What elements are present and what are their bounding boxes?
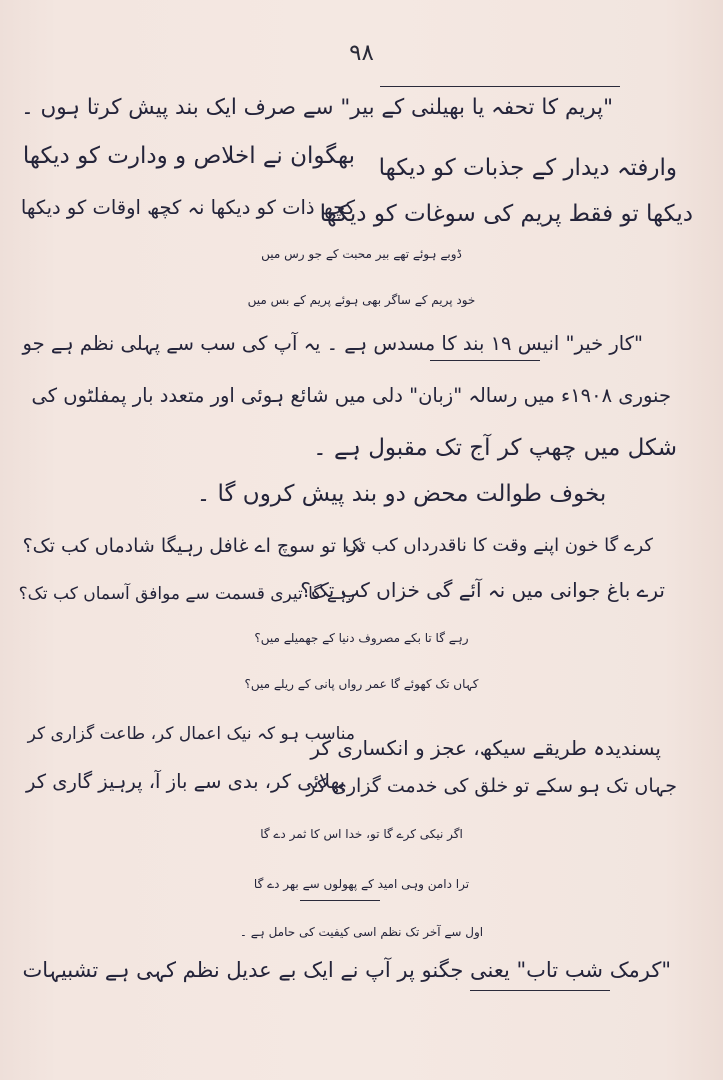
verse-1-right: بھگوان نے اخلاص و ودارت کو دیکھا: [22, 143, 355, 169]
para-4: "کرمک شب تاب" یعنی جگنو پر آپ نے ایک بے عدیل نظم کہی ہے تشبیہات: [22, 958, 671, 982]
stanza-1-line-1-left: کرے گا خون اپنے وقت کا ناقدرداں کب تک: [344, 535, 653, 556]
verse-2-left: دیکھا تو فقط پریم کی سوغات کو دیکھا: [319, 201, 693, 227]
para-3: اول سے آخر تک نظم اسی کیفیت کی حامل ہے ۔: [239, 925, 484, 939]
title-underline: [430, 360, 540, 361]
para-1-line-1: "کار خیر" انیس ۱۹ بند کا مسدس ہے ۔ یہ آپ کی سب سے پہلی نظم ہے جو: [22, 332, 643, 355]
page-number: ۹۸: [349, 40, 374, 66]
stanza-1-line-4: کہاں تک کھوئے گا عمر رواں پانی کے ریلے میں؟: [244, 677, 479, 691]
intro-line: "پریم کا تحفہ یا بھیلنی کے بیر" سے صرف ایک بند پیش کرتا ہوں ۔: [21, 95, 613, 120]
stanza-2-line-3: اگر نیکی کرے گا تو، خدا اس کا ثمر دے گا: [260, 827, 463, 841]
verse-4: خود پریم کے ساگر بھی ہوئے پریم کے بس میں: [247, 293, 476, 307]
stanza-1-line-2-right: ترے باغ جوانی میں نہ آئے گی خزاں کب تک؟: [300, 578, 665, 602]
stanza-2-line-2-right: بھلائی کر، بدی سے باز آ، پرہیز گاری کر: [25, 770, 345, 793]
heading-underline: [380, 86, 620, 87]
para-1-line-2: جنوری ۱۹۰۸ء میں رسالہ "زبان" دلی میں شائع ہوئی اور متعدد بار پمفلٹوں کی: [31, 384, 671, 407]
word-underline: [300, 900, 380, 901]
stanza-2-line-4: ترا دامن وہی امید کے پھولوں سے بھر دے گا: [253, 877, 470, 891]
stanza-2-line-2-left: جہاں تک ہو سکے تو خلق کی خدمت گزاری کر: [306, 775, 677, 797]
para-2: بخوف طوالت محض دو بند پیش کروں گا ۔: [196, 481, 607, 507]
stanza-1-line-3: رہے گا تا بکے مصروف دنیا کے جھمیلے میں؟: [254, 631, 469, 645]
stanza-2-line-1-right: مناسب ہو کہ نیک اعمال کر، طاعت گزاری کر: [27, 724, 355, 744]
stanza-1-line-1-right: ذرا تو سوچ اے غافل رہیگا شادماں کب تک؟: [22, 535, 365, 557]
verse-3: ڈوبے ہوئے تھے بیر محبت کے جو رس میں: [261, 247, 462, 261]
stanza-2-line-1-left: پسندیدہ طریقے سیکھ، عجز و انکساری کر: [310, 736, 661, 760]
stanza-1-line-2-left: رہے گا تیری قسمت سے موافق آسماں کب تک؟: [18, 584, 355, 604]
title-underline-2: [470, 990, 610, 991]
verse-2-right: کچھ ذات کو دیکھا نہ کچھ اوقات کو دیکھا: [20, 196, 355, 219]
verse-1-left: وارفتہ دیدار کے جذبات کو دیکھا: [378, 155, 677, 181]
para-1-line-3: شکل میں چھپ کر آج تک مقبول ہے ۔: [313, 435, 677, 461]
